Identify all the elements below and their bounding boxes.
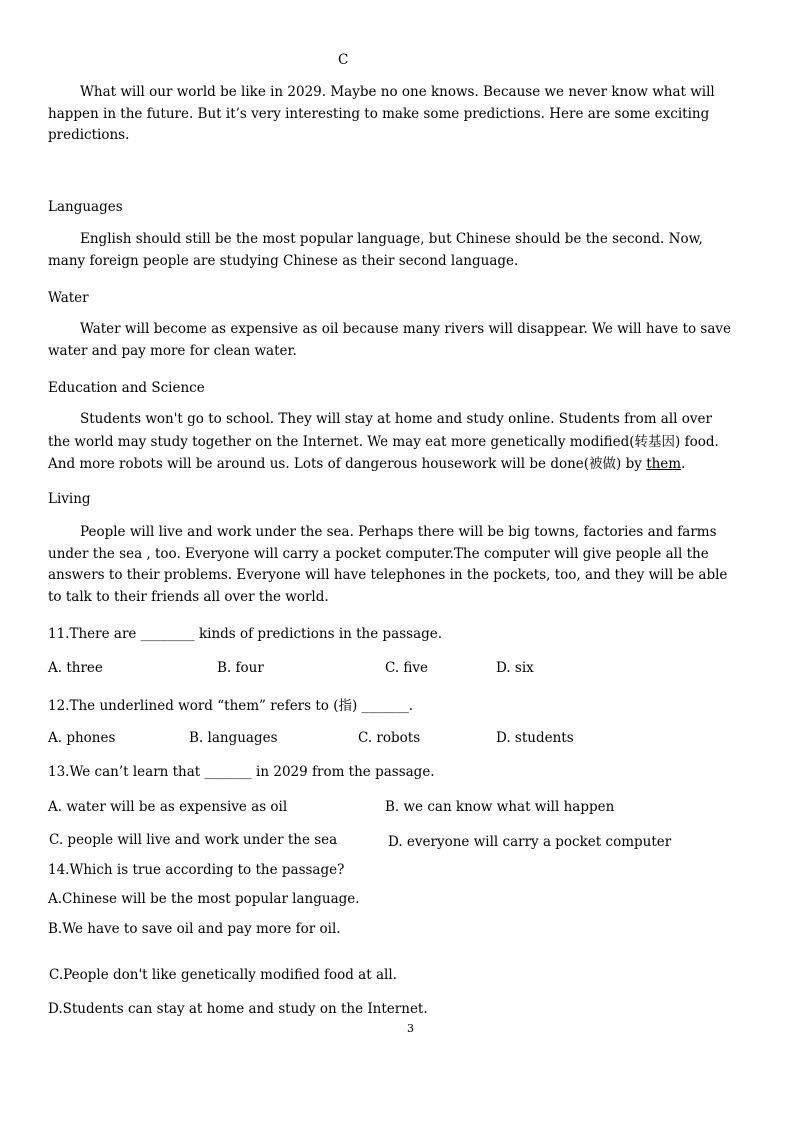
question-13-option-b: B. we can know what will happen [385, 799, 615, 815]
question-14-option-c: C.People don't like genetically modified food at all. [49, 967, 397, 983]
question-11-option-b: B. four [217, 660, 264, 676]
question-14-stem: 14.Which is true according to the passage? [48, 862, 345, 878]
education-text: Students won't go to school. They will stay at home and study online. Students from all over the world may study together on the Internet. We may eat more genetically modified(转基因) food. And more robots will be around us. Lots of dangerous housework will be done(被做) by [48, 411, 719, 472]
question-11-option-d: D. six [496, 660, 534, 676]
question-12-option-d: D. students [496, 730, 574, 746]
question-11-stem: 11.There are ________ kinds of predictions in the passage. [48, 626, 443, 642]
underlined-word-them: them [646, 456, 682, 472]
section-text-languages: English should still be the most popular language, but Chinese should be the second. Now, many foreign people are studying Chinese as their second language. [48, 231, 703, 269]
section-heading-living: Living [48, 491, 91, 507]
section-text-education [48, 408, 738, 476]
question-12-option-a: A. phones [48, 730, 116, 746]
question-13-option-a: A. water will be as expensive as oil [48, 799, 288, 815]
passage-intro: What will our world be like in 2029. Maybe no one knows. Because we never know what will happen in the future. But it’s very interesting to make some predictions. Here are some exciting predictions. [48, 84, 715, 143]
question-12-option-c: C. robots [358, 730, 421, 746]
question-14-option-b: B.We have to save oil and pay more for oil. [48, 921, 341, 937]
question-13-option-c: C. people will live and work under the sea [49, 832, 338, 848]
section-text-water: Water will become as expensive as oil because many rivers will disappear. We will have to save water and pay more for clean water. [48, 321, 731, 359]
question-14-option-d: D.Students can stay at home and study on the Internet. [48, 1001, 428, 1017]
education-text-end: . [681, 456, 686, 472]
question-11-option-c: C. five [385, 660, 429, 676]
section-heading-water: Water [48, 290, 89, 306]
section-text-living: People will live and work under the sea. Perhaps there will be big towns, factories and farms under the sea , too. Everyone will carry a pocket computer.The computer will give people all the answers to their problems. Everyone will have telephones in the pockets, too, and they will be able to talk to their friends all over the world. [48, 524, 728, 605]
passage-label: C [338, 52, 349, 68]
question-12-stem: 12.The underlined word “them” refers to (指) _______. [48, 698, 414, 714]
section-heading-education: Education and Science [48, 380, 205, 396]
section-heading-languages: Languages [48, 199, 123, 215]
page-number: 3 [407, 1022, 414, 1035]
question-11-option-a: A. three [48, 660, 103, 676]
question-13-stem: 13.We can’t learn that _______ in 2029 from the passage. [48, 764, 435, 780]
question-14-option-a: A.Chinese will be the most popular language. [48, 891, 360, 907]
question-13-option-d: D. everyone will carry a pocket computer [388, 834, 672, 850]
question-12-option-b: B. languages [189, 730, 278, 746]
